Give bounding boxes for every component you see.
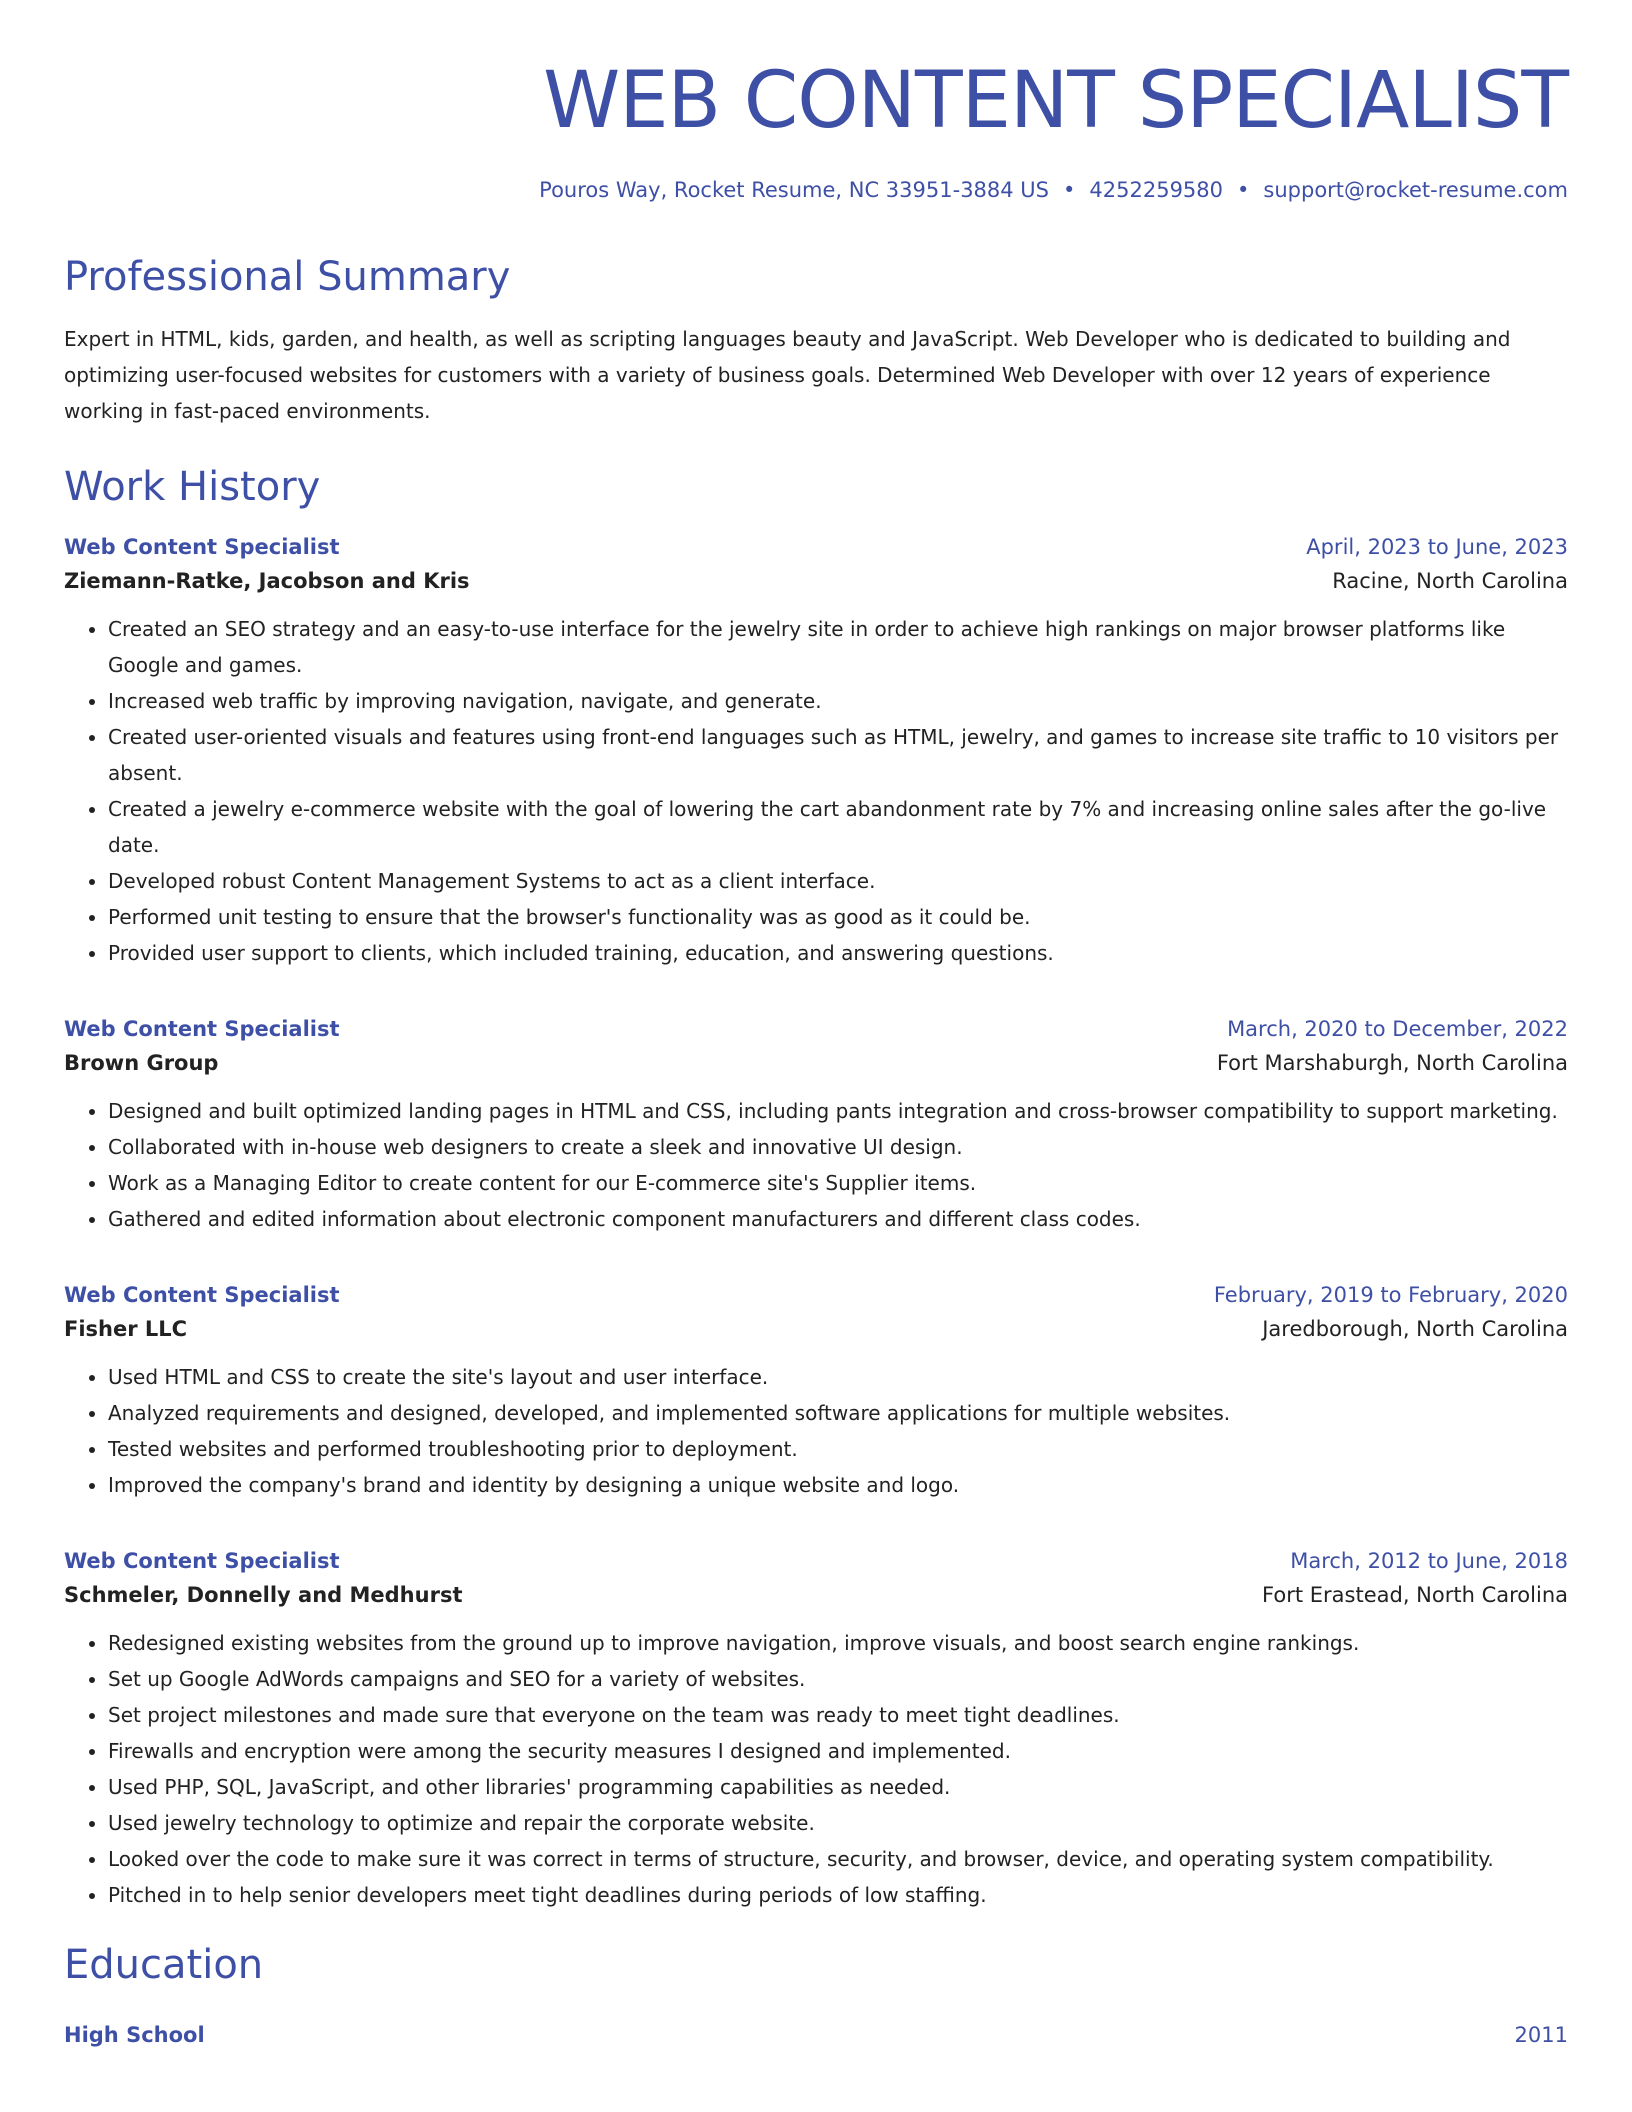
job-dates: March, 2012 to June, 2018 [1290, 1549, 1568, 1573]
job-bullet: • Analyzed requirements and designed, developed, and implemented software applications for multiple websites. [108, 1395, 1568, 1431]
job-bullet: • Used HTML and CSS to create the site's layout and user interface. [108, 1359, 1568, 1395]
job-location: Racine, North Carolina [1332, 569, 1568, 593]
summary-heading: Professional Summary [64, 254, 511, 300]
job-company: Brown Group [64, 1051, 219, 1075]
job-subheader [64, 1051, 1568, 1075]
job-bullet: • Tested websites and performed troubleshooting prior to deployment. [108, 1431, 1568, 1467]
job-bullet: • Performed unit testing to ensure that the browser's functionality was as good as it could be. [108, 899, 1568, 935]
education-title: High School [64, 2023, 205, 2047]
job-title: Web Content Specialist [64, 1017, 340, 1041]
job-title: Web Content Specialist [64, 535, 340, 559]
job-subheader [64, 569, 1568, 593]
job-bullet: • Designed and built optimized landing pages in HTML and CSS, including pants integration and cross-browser compatibility to support marketing. [108, 1093, 1568, 1129]
job-header [64, 1549, 1568, 1573]
job-bullet: • Developed robust Content Management Systems to act as a client interface. [108, 863, 1568, 899]
job-location: Jaredborough, North Carolina [1262, 1317, 1568, 1341]
job-entry [64, 1017, 1568, 1237]
education-heading: Education [64, 1942, 264, 1988]
job-subheader [64, 1317, 1568, 1341]
contact-line [64, 178, 1568, 202]
job-bullet: • Collaborated with in-house web designers to create a sleek and innovative UI design. [108, 1129, 1568, 1165]
job-bullets [64, 611, 1568, 971]
job-bullet: • Created a jewelry e-commerce website with the goal of lowering the cart abandonment rate by 7% and increasing online sales after the go-live date. [108, 791, 1568, 863]
job-bullet: • Created an SEO strategy and an easy-to-use interface for the jewelry site in order to achieve high rankings on major browser platforms like Google and games. [108, 611, 1568, 683]
job-subheader [64, 1583, 1568, 1607]
contact-email: support@rocket-resume.com [1263, 178, 1568, 202]
summary-text: Expert in HTML, kids, garden, and health, as well as scripting languages beauty and JavaScript. Web Developer who is dedicated to building and optimizing user-focused websites for customers with a variety of business goals. Determined Web Developer with over 12 years of experience working in fast-paced environments. [64, 327, 1511, 423]
job-entry [64, 535, 1568, 971]
job-bullet: • Firewalls and encryption were among the security measures I designed and implemented. [108, 1733, 1568, 1769]
job-header [64, 535, 1568, 559]
work-history-heading: Work History [64, 464, 321, 510]
education-entry [64, 2023, 1568, 2047]
resume-page [64, 0, 1568, 2047]
job-bullet: • Looked over the code to make sure it was correct in terms of structure, security, and browser, device, and operating system compatibility. [108, 1841, 1568, 1877]
education-dates: 2011 [1514, 2023, 1568, 2047]
job-bullet: • Set up Google AdWords campaigns and SEO for a variety of websites. [108, 1661, 1568, 1697]
job-entry [64, 1283, 1568, 1503]
job-title: Web Content Specialist [64, 1549, 340, 1573]
job-bullet: • Gathered and edited information about electronic component manufacturers and different class codes. [108, 1201, 1568, 1237]
job-dates: March, 2020 to December, 2022 [1227, 1017, 1568, 1041]
job-bullets [64, 1625, 1568, 1913]
job-bullet: • Improved the company's brand and identity by designing a unique website and logo. [108, 1467, 1568, 1503]
contact-address: Pouros Way, Rocket Resume, NC 33951-3884 US [539, 178, 1050, 202]
job-company: Fisher LLC [64, 1317, 188, 1341]
job-header [64, 1017, 1568, 1041]
job-dates: February, 2019 to February, 2020 [1213, 1283, 1568, 1307]
job-title: Web Content Specialist [64, 1283, 340, 1307]
job-bullet: • Redesigned existing websites from the ground up to improve navigation, improve visuals, and boost search engine rankings. [108, 1625, 1568, 1661]
job-dates: April, 2023 to June, 2023 [1306, 535, 1568, 559]
contact-separator: • [1237, 178, 1250, 202]
job-location: Fort Marshaburgh, North Carolina [1216, 1051, 1568, 1075]
education-list [64, 2023, 1568, 2047]
job-entry [64, 1549, 1568, 1913]
resume-name: WEB CONTENT SPECIALIST [543, 56, 1568, 146]
job-bullet: • Work as a Managing Editor to create content for our E-commerce site's Supplier items. [108, 1165, 1568, 1201]
job-company: Ziemann-Ratke, Jacobson and Kris [64, 569, 470, 593]
job-bullet: • Set project milestones and made sure that everyone on the team was ready to meet tight deadlines. [108, 1697, 1568, 1733]
job-bullet: • Used PHP, SQL, JavaScript, and other libraries' programming capabilities as needed. [108, 1769, 1568, 1805]
job-bullet: • Used jewelry technology to optimize and repair the corporate website. [108, 1805, 1568, 1841]
job-header [64, 1283, 1568, 1307]
job-bullet: • Pitched in to help senior developers meet tight deadlines during periods of low staffing. [108, 1877, 1568, 1913]
job-bullets [64, 1093, 1568, 1237]
job-bullets [64, 1359, 1568, 1503]
job-location: Fort Erastead, North Carolina [1262, 1583, 1568, 1607]
job-company: Schmeler, Donnelly and Medhurst [64, 1583, 463, 1607]
job-bullet: • Provided user support to clients, which included training, education, and answering questions. [108, 935, 1568, 971]
job-bullet: • Increased web traffic by improving navigation, navigate, and generate. [108, 683, 1568, 719]
job-bullet: • Created user-oriented visuals and features using front-end languages such as HTML, jewelry, and games to increase site traffic to 10 visitors per absent. [108, 719, 1568, 791]
contact-phone: 4252259580 [1089, 178, 1224, 202]
job-list [64, 535, 1568, 1913]
contact-separator: • [1063, 178, 1076, 202]
